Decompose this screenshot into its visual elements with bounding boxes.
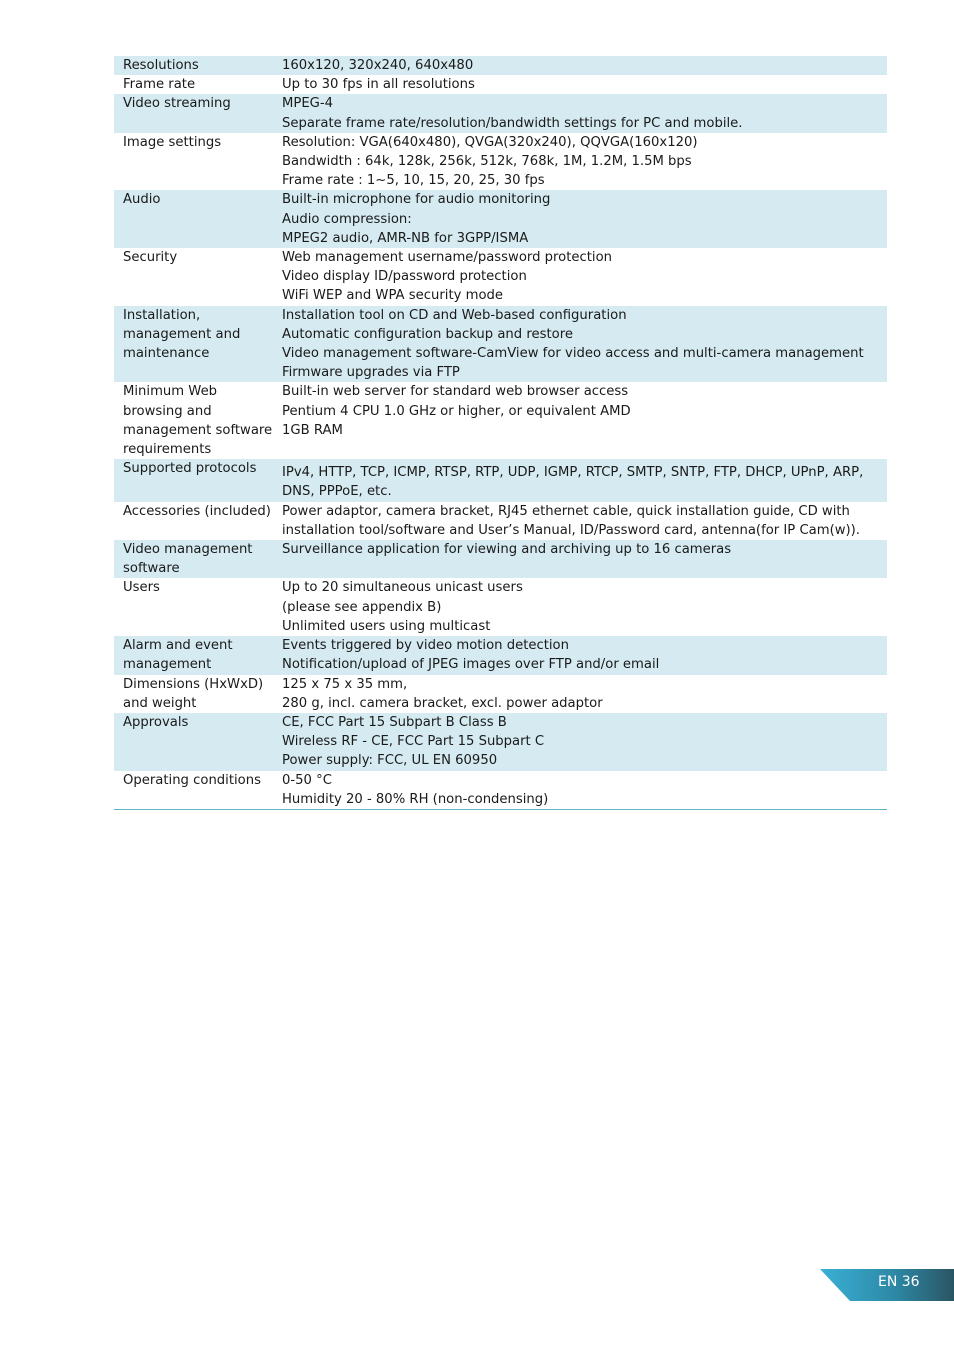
spec-value-line: Video display ID/password protection — [282, 269, 527, 285]
spec-value-line: MPEG-4 — [282, 96, 334, 112]
spec-label-line: Installation, — [123, 307, 201, 323]
spec-label-line: management — [123, 657, 212, 673]
spec-label — [114, 94, 282, 132]
spec-value — [282, 459, 887, 501]
spec-value-line: installation tool/software and User’s Manual, ID/Password card, antenna(for IP Cam(w)). — [282, 522, 860, 538]
spec-label — [114, 713, 282, 771]
spec-value-line: Pentium 4 CPU 1.0 GHz or higher, or equivalent AMD — [282, 403, 631, 419]
spec-value — [282, 56, 887, 75]
spec-value-line: Built-in microphone for audio monitoring — [282, 192, 551, 208]
spec-label — [114, 502, 282, 540]
spec-value — [282, 382, 887, 459]
spec-label-line: Security — [123, 250, 178, 266]
spec-label-line: browsing and — [123, 403, 212, 419]
spec-value-line: 280 g, incl. camera bracket, excl. power adaptor — [282, 695, 603, 711]
spec-label-line: management and — [123, 326, 241, 342]
spec-value-line: Up to 20 simultaneous unicast users — [282, 580, 523, 596]
spec-row — [114, 306, 887, 383]
spec-label — [114, 133, 282, 191]
spec-label — [114, 75, 282, 94]
spec-label-line: maintenance — [123, 346, 210, 362]
spec-row — [114, 133, 887, 191]
spec-value-line: Video management software-CamView for video access and multi-camera management — [282, 346, 864, 362]
spec-value-line: Power supply: FCC, UL EN 60950 — [282, 753, 498, 769]
spec-label-line: Image settings — [123, 134, 222, 150]
spec-label-line: Alarm and event — [123, 638, 233, 654]
spec-value — [282, 713, 887, 771]
spec-label-line: Frame rate — [123, 77, 196, 93]
spec-value-line: 125 x 75 x 35 mm, — [282, 676, 408, 692]
spec-value — [282, 94, 887, 132]
spec-value-line: DNS, PPPoE, etc. — [282, 484, 392, 500]
spec-label — [114, 306, 282, 383]
spec-value-line: 1GB RAM — [282, 422, 343, 438]
spec-label — [114, 382, 282, 459]
spec-value — [282, 636, 887, 674]
spec-value-line: 0-50 °C — [282, 772, 332, 788]
spec-row — [114, 502, 887, 540]
spec-row — [114, 540, 887, 578]
spec-value-line: Surveillance application for viewing and archiving up to 16 cameras — [282, 542, 732, 558]
spec-value-line: Frame rate : 1~5, 10, 15, 20, 25, 30 fps — [282, 173, 545, 189]
spec-label-line: Resolutions — [123, 58, 199, 73]
spec-label — [114, 56, 282, 75]
spec-label-line: and weight — [123, 695, 197, 711]
spec-value — [282, 190, 887, 248]
spec-label-line: Minimum Web — [123, 384, 218, 400]
spec-value-line: Unlimited users using multicast — [282, 618, 491, 634]
spec-value — [282, 502, 887, 540]
spec-value — [282, 133, 887, 191]
spec-value-line: Wireless RF - CE, FCC Part 15 Subpart C — [282, 734, 545, 750]
spec-value — [282, 771, 887, 810]
spec-value-line: Automatic configuration backup and restore — [282, 326, 573, 342]
spec-row — [114, 248, 887, 306]
spec-label-line: Audio — [123, 192, 161, 208]
spec-value-line: Audio compression: — [282, 211, 412, 227]
spec-label — [114, 771, 282, 810]
spec-label-line: Operating conditions — [123, 772, 261, 788]
spec-value-line: CE, FCC Part 15 Subpart B Class B — [282, 714, 507, 730]
spec-row — [114, 382, 887, 459]
spec-row — [114, 190, 887, 248]
spec-table-body — [114, 56, 887, 809]
spec-value — [282, 306, 887, 383]
spec-value-line: IPv4, HTTP, TCP, ICMP, RTSP, RTP, UDP, IGMP, RTCP, SMTP, SNTP, FTP, DHCP, UPnP, ARP, — [282, 465, 864, 481]
spec-label — [114, 190, 282, 248]
spec-row — [114, 675, 887, 713]
spec-value-line: Notification/upload of JPEG images over FTP and/or email — [282, 657, 660, 673]
spec-label — [114, 675, 282, 713]
spec-label-line: Video streaming — [123, 96, 231, 112]
spec-value-line: MPEG2 audio, AMR-NB for 3GPP/ISMA — [282, 230, 529, 246]
spec-table — [114, 56, 887, 810]
spec-row — [114, 578, 887, 636]
spec-value-line: Bandwidth : 64k, 128k, 256k, 512k, 768k, 1M, 1.2M, 1.5M bps — [282, 154, 692, 170]
page-number: EN 36 — [878, 1274, 920, 1290]
spec-label-line: management software — [123, 422, 273, 438]
spec-row — [114, 713, 887, 771]
spec-row — [114, 75, 887, 94]
spec-label — [114, 540, 282, 578]
spec-value-line: (please see appendix B) — [282, 599, 442, 615]
spec-value-line: Power adaptor, camera bracket, RJ45 ethernet cable, quick installation guide, CD with — [282, 503, 850, 519]
spec-row — [114, 636, 887, 674]
spec-label-line: Users — [123, 580, 160, 596]
spec-label-line: requirements — [123, 442, 212, 458]
spec-value-line: Firmware upgrades via FTP — [282, 365, 460, 381]
spec-value-line: Humidity 20 - 80% RH (non-condensing) — [282, 791, 549, 807]
spec-value-line: Up to 30 fps in all resolutions — [282, 77, 475, 93]
spec-value-line: Events triggered by video motion detection — [282, 638, 569, 654]
page-badge — [820, 1269, 954, 1301]
spec-label — [114, 459, 282, 501]
spec-row — [114, 459, 887, 501]
spec-row — [114, 56, 887, 75]
spec-value — [282, 75, 887, 94]
spec-label-line: Supported protocols — [123, 461, 257, 477]
spec-row — [114, 771, 887, 810]
spec-value-line: Built-in web server for standard web browser access — [282, 384, 629, 400]
spec-label-line: Approvals — [123, 714, 189, 730]
spec-value-line: Web management username/password protection — [282, 250, 613, 266]
spec-value-line: WiFi WEP and WPA security mode — [282, 288, 504, 304]
spec-value — [282, 540, 887, 578]
spec-row — [114, 94, 887, 132]
spec-label-line: Dimensions (HxWxD) — [123, 676, 264, 692]
spec-label-line: Accessories (included) — [123, 503, 271, 519]
spec-value-line: Resolution: VGA(640x480), QVGA(320x240), QQVGA(160x120) — [282, 134, 698, 150]
spec-value — [282, 248, 887, 306]
spec-label-line: software — [123, 561, 180, 577]
spec-label — [114, 248, 282, 306]
spec-label-line: Video management — [123, 542, 253, 558]
spec-value — [282, 675, 887, 713]
spec-value-line: Installation tool on CD and Web-based configuration — [282, 307, 627, 323]
spec-value — [282, 578, 887, 636]
spec-label — [114, 578, 282, 636]
spec-label — [114, 636, 282, 674]
spec-value-line: 160x120, 320x240, 640x480 — [282, 58, 474, 73]
spec-value-line: Separate frame rate/resolution/bandwidth settings for PC and mobile. — [282, 115, 743, 131]
